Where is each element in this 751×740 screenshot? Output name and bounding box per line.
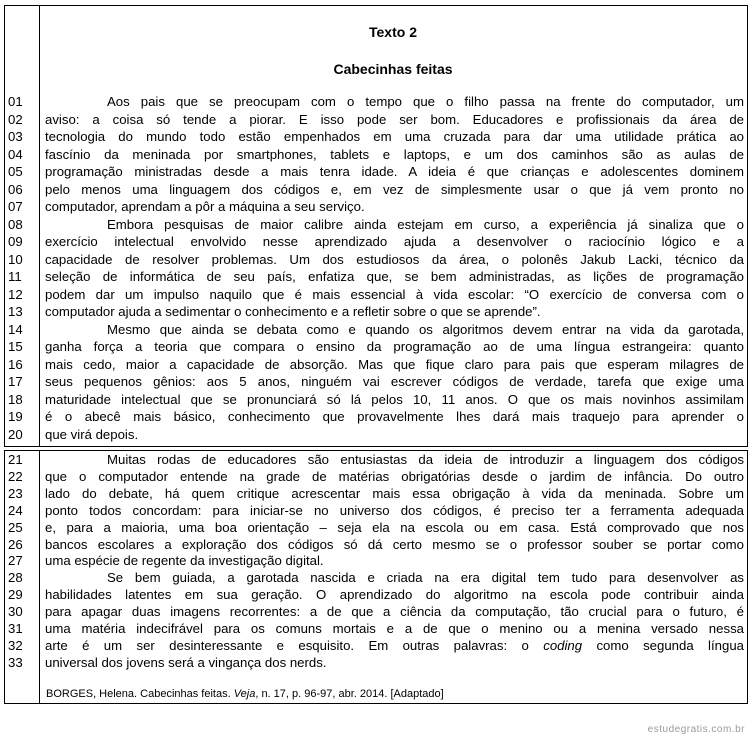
line-number: 20: [8, 426, 23, 442]
line-text: e, para a maioria, uma boa orientação – seja ela na escola ou em casa. Está comprovado que nos: [45, 519, 744, 535]
line-number: 14: [8, 321, 23, 337]
line-text: pelo menos uma linguagem dos códigos e, em vez de simplesmente usar o que já vem pronto no: [45, 181, 744, 197]
text-line: [4, 604, 748, 620]
line-number: 32: [8, 637, 23, 653]
line-text: Muitas rodas de educadores são entusiastas da ideia de introduzir a linguagem dos códigos: [107, 452, 744, 467]
line-text: seleção de informática de seu país, enfatiza que, se bem administradas, as lições de programação: [45, 269, 744, 284]
line-number: 07: [8, 199, 23, 214]
text-line: [4, 392, 748, 408]
text-line: [4, 409, 748, 425]
text-line: [4, 537, 748, 553]
citation-details: , n. 17, p. 96-97, abr. 2014. [Adaptado]: [255, 688, 444, 700]
source-citation: [46, 688, 444, 701]
line-number: 10: [8, 251, 23, 267]
text-line: [4, 520, 748, 536]
line-text: mais cedo, maior a capacidade de absorção. Mas que fique claro para pais que esperam milagres de: [45, 356, 744, 372]
text-line: [4, 469, 748, 485]
line-text: para apagar duas imagens recorrentes: a de que a ciência da computação, tão crucial para o futuro, é: [45, 604, 744, 620]
line-number: 25: [8, 519, 23, 535]
line-text: lado do debate, há quem critique acrescentar mais essa obrigação à vida da meninada. Sobre um: [45, 485, 744, 501]
text-line: [4, 452, 748, 468]
line-number: 29: [8, 587, 23, 603]
line-number: 22: [8, 468, 23, 484]
line-number: 15: [8, 339, 23, 354]
line-text: aviso: a coisa só tende a piorar. E isso pode ser bom. Educadores e profissionais da área de: [45, 111, 744, 127]
line-number: 16: [8, 356, 23, 372]
text-line: [4, 621, 748, 637]
text-line: [4, 374, 748, 390]
text-line: [4, 94, 748, 110]
line-text: uma espécie de regente da investigação digital.: [45, 553, 324, 569]
line-text: Aos pais que se preocupam com o tempo que o filho passa na frente do computador, um: [107, 94, 744, 109]
line-number: 27: [8, 553, 23, 569]
text-heading: Texto 2: [369, 24, 417, 40]
line-number: 33: [8, 654, 23, 670]
citation-author-title: BORGES, Helena. Cabecinhas feitas.: [46, 688, 234, 700]
text-line: [4, 304, 748, 320]
text-line: [4, 339, 748, 355]
text-line: [4, 486, 748, 502]
line-text: universal dos jovens será a vingança dos nerds.: [45, 654, 327, 670]
line-number: 23: [8, 485, 23, 501]
line-number: 03: [8, 129, 23, 144]
line-text: ponto todos concordam: para iniciar-se no universo dos códigos, é preciso ter a ferramenta adequada: [45, 502, 744, 518]
text-line: [4, 322, 748, 338]
line-number: 21: [8, 452, 23, 467]
line-text: podem dar um impulso naquilo que é mais essencial à vida escolar: “O exercício de conversa com o: [45, 286, 744, 302]
line-number: 28: [8, 570, 23, 586]
line-text: fascínio da meninada por smartphones, tablets e laptops, e um dos caminhos são as aulas de: [45, 146, 744, 162]
line-text: exercício intelectual envolvido nesse aprendizado ajuda a desenvolver o raciocínio lógico e a: [45, 234, 744, 249]
line-number: 12: [8, 286, 23, 302]
line-number: 17: [8, 374, 23, 389]
text-line: [4, 587, 748, 603]
line-text: tecnologia do mundo todo estão empenhados em uma cruzada para dar uma utilidade prática ao: [45, 129, 744, 144]
line-number: 09: [8, 234, 23, 249]
line-number: 08: [8, 216, 23, 232]
line-text: Mesmo que ainda se debata como e quando os algoritmos devem entrar na vida da garotada,: [107, 321, 744, 337]
line-number: 13: [8, 304, 23, 319]
text-line: [4, 129, 748, 145]
line-text: é o abecê mais básico, conhecimento que provavelmente lhes dará mais traquejo para aprender o: [45, 409, 744, 424]
text-line: [4, 112, 748, 128]
text-line: [4, 287, 748, 303]
text-line: [4, 234, 748, 250]
line-number: 06: [8, 181, 23, 197]
line-number: 05: [8, 164, 23, 179]
line-number: 18: [8, 391, 23, 407]
text-line: [4, 147, 748, 163]
line-number: 04: [8, 146, 23, 162]
line-number: 02: [8, 111, 23, 127]
text-line: [4, 217, 748, 233]
line-text: uma matéria indecifrável para os comuns mortais e a de que o menino ou a menina versado nessa: [45, 621, 744, 636]
text-title: Cabecinhas feitas: [333, 61, 453, 77]
line-text: capacidade de resolver problemas. Um dos estudiosos da área, o polonês Jakub Lacki, técnico da: [45, 251, 744, 267]
line-text: computador, aprendam a pôr a máquina a seu serviço.: [45, 199, 365, 214]
text-line: [4, 164, 748, 180]
citation-journal: Veja: [233, 688, 256, 700]
line-text: que virá depois.: [45, 426, 139, 442]
line-text: maturidade intelectual que se pronunciará só lá pelos 10, 11 anos. O que os mais novinhos assimilam: [45, 391, 744, 407]
line-number: 19: [8, 409, 23, 424]
text-line: [4, 503, 748, 519]
text-line: [4, 182, 748, 198]
line-number: 30: [8, 604, 23, 620]
line-text: Embora pesquisas de maior calibre ainda estejam em curso, a experiência já sinaliza que o: [107, 216, 744, 232]
text-line: [4, 655, 748, 671]
line-number: 11: [8, 269, 22, 284]
line-text: Se bem guiada, a garotada nascida e criada na era digital tem tudo para desenvolver as: [107, 570, 744, 586]
line-number: 26: [8, 536, 23, 552]
line-text: habilidades latentes em sua geração. O aprendizado do algoritmo na escola pode contribuir ainda: [45, 587, 744, 603]
line-text: computador ajuda a sedimentar o conhecimento e a refletir sobre o que se aprende”.: [45, 304, 541, 319]
line-text: ganha força a teoria que compara o ensino da programação ao de uma língua estrangeira: quanto: [45, 339, 744, 354]
line-number: 01: [8, 94, 23, 109]
text-line: [4, 357, 748, 373]
text-line: [4, 269, 748, 285]
line-text: seus pequenos gênios: aos 5 anos, ninguém vai escrever códigos de verdade, tarefa que exige uma: [45, 374, 744, 389]
line-text: bancos escolares a exploração dos códigos só dá certo mesmo se o professor souber se portar como: [45, 536, 744, 552]
text-line: [4, 638, 748, 654]
line-text: que o computador entende na grade de matérias obrigatórias desde o jardim de infância. Do outro: [45, 468, 744, 484]
text-line: [4, 553, 748, 569]
watermark: estudegratis.com.br: [647, 724, 745, 735]
line-text: arte é um ser desinteressante e esquisito. Em outras palavras: o coding como segunda língua: [45, 637, 744, 653]
text-line: [4, 199, 748, 215]
line-number: 24: [8, 502, 23, 518]
text-line: [4, 570, 748, 586]
line-text: programação ministradas desde a mais tenra idade. A ideia é que crianças e adolescentes dominem: [45, 164, 744, 179]
line-number: 31: [8, 621, 23, 636]
text-line: [4, 252, 748, 268]
text-line: [4, 427, 748, 443]
